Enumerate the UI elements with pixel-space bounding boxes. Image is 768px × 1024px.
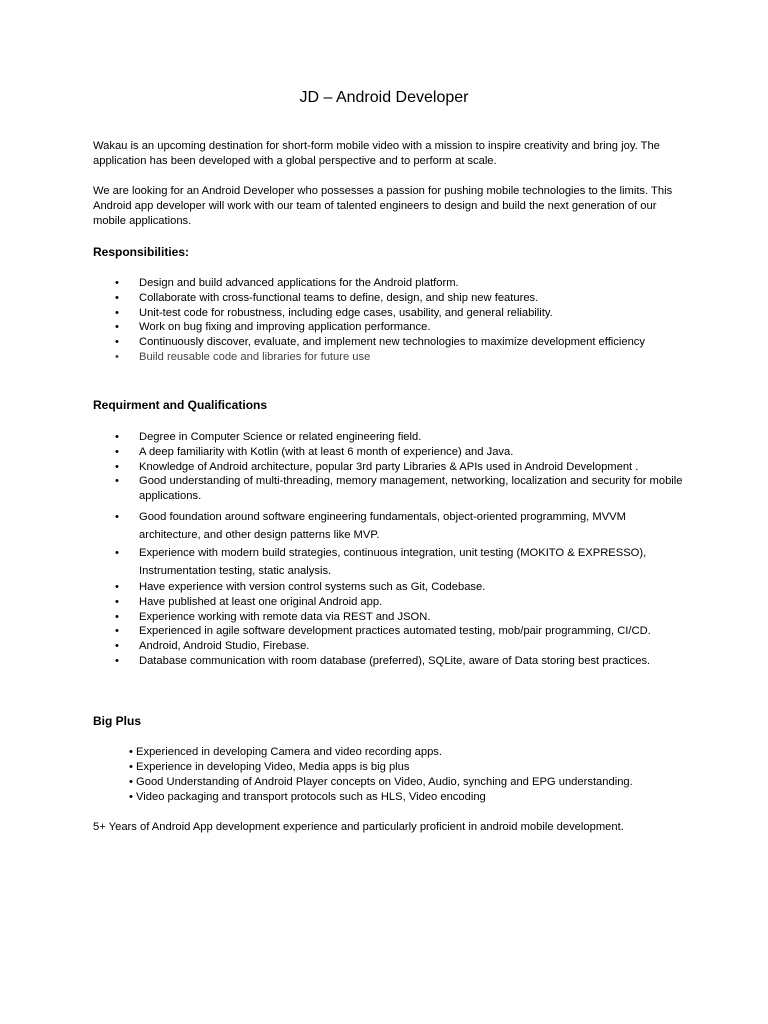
list-item: • Experience working with remote data via REST and JSON. [93,610,683,625]
list-item: • A deep familiarity with Kotlin (with at least 6 month of experience) and Java. [93,445,683,460]
list-item: • Continuously discover, evaluate, and implement new technologies to maximize development efficiency [93,335,683,350]
list-item: • Good foundation around software engineering fundamentals, object-oriented programming, MVVM architecture, and other design patterns like MVP. [93,508,683,544]
list-item: • Video packaging and transport protocols such as HLS, Video encoding [129,791,486,803]
list-item: • Degree in Computer Science or related engineering field. [93,430,683,445]
intro-paragraph-2: We are looking for an Android Developer who possesses a passion for pushing mobile technologies to the limits. This Android app developer will work with our team of talented engineers to design and build the next generation of our mobile applications. [93,185,673,227]
list-item: • Experienced in developing Camera and video recording apps. [129,746,443,758]
responsibilities-list [93,276,683,365]
list-item: • Good Understanding of Android Player concepts on Video, Audio, synching and EPG understanding. [129,776,633,788]
list-item: • Good understanding of multi-threading, memory management, networking, localization and security for mobile applications. [93,474,683,504]
list-item: • Have experience with version control systems such as Git, Codebase. [93,580,683,595]
intro-paragraph-1: Wakau is an upcoming destination for short-form mobile video with a mission to inspire creativity and bring joy. The application has been developed with a global perspective and to perform at scale. [93,140,660,167]
list-item: • Have published at least one original Android app. [93,595,683,610]
big-plus-heading: Big Plus [93,714,142,728]
list-item: • Unit-test code for robustness, including edge cases, usability, and general reliability. [93,306,683,321]
document-title: JD – Android Developer [299,89,469,106]
responsibilities-heading: Responsibilities: [93,245,190,259]
list-item: • Database communication with room database (preferred), SQLite, aware of Data storing best practices. [93,654,683,669]
list-item: • Experience with modern build strategies, continuous integration, unit testing (MOKITO & EXPRESSO), Instrumentation testing, static analysis. [93,544,683,580]
closing-paragraph: 5+ Years of Android App development experience and particularly proficient in android mobile development. [93,821,624,833]
list-item: • Knowledge of Android architecture, popular 3rd party Libraries & APIs used in Android Development . [93,460,683,475]
list-item: • Work on bug fixing and improving application performance. [93,320,683,335]
list-item: • Android, Android Studio, Firebase. [93,639,683,654]
list-item: • Build reusable code and libraries for future use [93,350,683,365]
list-item: • Experienced in agile software development practices automated testing, mob/pair programming, CI/CD. [93,624,683,639]
big-plus-list [129,745,689,805]
list-item: • Experience in developing Video, Media apps is big plus [129,761,410,773]
list-item: • Collaborate with cross-functional teams to define, design, and ship new features. [93,291,683,306]
requirements-list [93,430,683,669]
list-item: • Design and build advanced applications for the Android platform. [93,276,683,291]
requirements-heading: Requirment and Qualifications [93,398,268,412]
